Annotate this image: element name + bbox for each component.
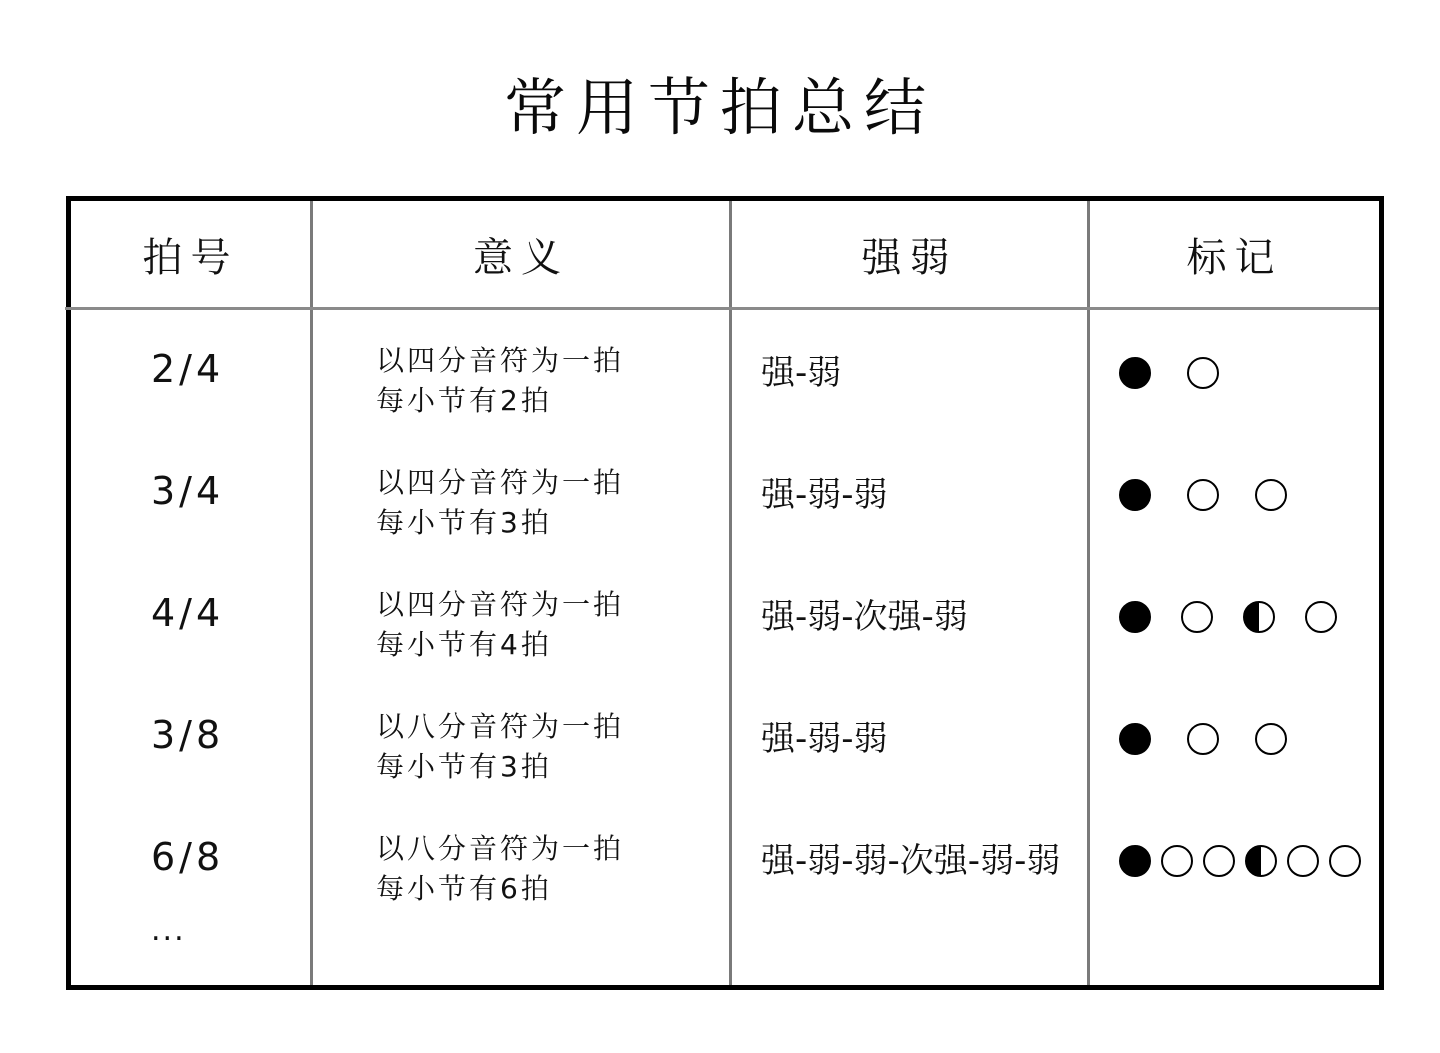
- accent-marks: [1119, 845, 1361, 877]
- accent-pattern: 强-弱-弱: [761, 719, 888, 759]
- header-meaning: 意义: [473, 234, 569, 281]
- hollow-circle-icon: [1187, 723, 1219, 755]
- hollow-circle-icon: [1329, 845, 1361, 877]
- time-signature: 4/4: [151, 591, 225, 635]
- accent-marks: [1119, 601, 1337, 633]
- hollow-circle-icon: [1181, 601, 1213, 633]
- accent-marks: [1119, 357, 1219, 389]
- filled-circle-icon: [1119, 845, 1151, 877]
- meaning: [376, 707, 624, 787]
- column-divider: [310, 201, 313, 985]
- time-signature: 2/4: [151, 347, 225, 391]
- meaning: [376, 829, 624, 909]
- meaning-line-2: 每小节有2拍: [376, 384, 552, 417]
- filled-circle-icon: [1119, 357, 1151, 389]
- time-signature: 3/4: [151, 469, 225, 513]
- meaning-line-2: 每小节有3拍: [376, 506, 552, 539]
- meaning-line-2: 每小节有6拍: [376, 872, 552, 905]
- meaning: [376, 585, 624, 665]
- header-marks: 标记: [1186, 234, 1283, 281]
- meaning-line-2: 每小节有4拍: [376, 628, 552, 661]
- continuation-ellipsis: ...: [151, 913, 186, 948]
- meaning-line-2: 每小节有3拍: [376, 750, 552, 783]
- hollow-circle-icon: [1187, 357, 1219, 389]
- accent-pattern: 强-弱-次强-弱: [761, 597, 968, 637]
- filled-circle-icon: [1119, 601, 1151, 633]
- hollow-circle-icon: [1161, 845, 1193, 877]
- half-filled-circle-icon: [1245, 845, 1277, 877]
- filled-circle-icon: [1119, 723, 1151, 755]
- meaning: [376, 341, 624, 421]
- hollow-circle-icon: [1255, 723, 1287, 755]
- filled-circle-icon: [1119, 479, 1151, 511]
- column-divider: [1087, 201, 1090, 985]
- accent-pattern: 强-弱-弱: [761, 475, 888, 515]
- hollow-circle-icon: [1255, 479, 1287, 511]
- time-signature: 6/8: [151, 835, 225, 879]
- meaning-line-1: 以四分音符为一拍: [376, 344, 625, 377]
- hollow-circle-icon: [1203, 845, 1235, 877]
- time-signature: 3/8: [151, 713, 225, 757]
- hollow-circle-icon: [1187, 479, 1219, 511]
- meaning-line-1: 以八分音符为一拍: [376, 710, 625, 743]
- hollow-circle-icon: [1305, 601, 1337, 633]
- meter-summary-table: [66, 196, 1384, 990]
- meaning-line-1: 以四分音符为一拍: [376, 588, 625, 621]
- meaning: [376, 463, 624, 543]
- column-divider: [729, 201, 732, 985]
- accent-marks: [1119, 723, 1287, 755]
- half-filled-circle-icon: [1243, 601, 1275, 633]
- hollow-circle-icon: [1287, 845, 1319, 877]
- accent-pattern: 强-弱-弱-次强-弱-弱: [761, 841, 1061, 881]
- accent-marks: [1119, 479, 1287, 511]
- header-divider: [65, 307, 1379, 310]
- accent-pattern: 强-弱: [761, 353, 842, 393]
- page-title: 常用节拍总结: [503, 71, 936, 144]
- header-accent: 强弱: [861, 234, 958, 281]
- meaning-line-1: 以四分音符为一拍: [376, 466, 625, 499]
- header-signature: 拍号: [142, 234, 239, 281]
- meaning-line-1: 以八分音符为一拍: [376, 832, 625, 865]
